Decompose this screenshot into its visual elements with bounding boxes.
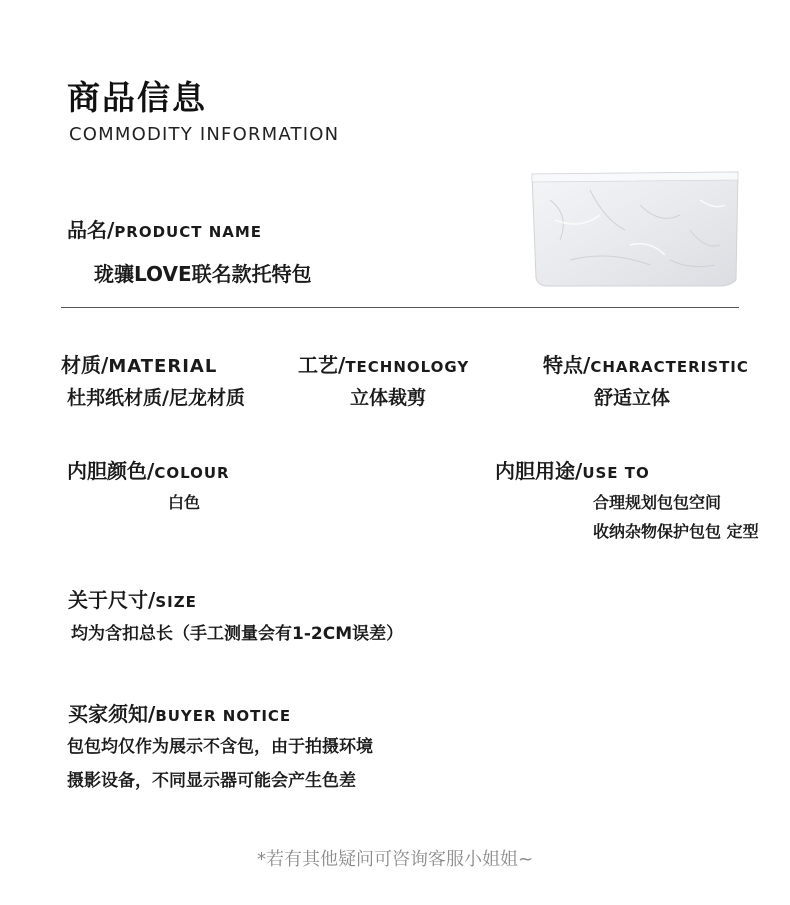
technology-label xyxy=(298,349,469,378)
footer-note: *若有其他疑问可咨询客服小姐姐~ xyxy=(256,849,534,870)
use-to-value-1: 合理规划包包空间 xyxy=(593,493,722,512)
technology-label-en: TECHNOLOGY xyxy=(345,358,470,376)
product-name-label-cn: 品名/ xyxy=(67,218,115,242)
size-value: 均为含扣总长（手工测量会有1-2CM误差） xyxy=(71,624,404,644)
size-label-cn: 关于尺寸/ xyxy=(68,588,156,612)
size-label xyxy=(68,584,197,613)
characteristic-label-cn: 特点/ xyxy=(543,353,591,377)
use-to-label xyxy=(495,455,650,484)
material-label-en: MATERIAL xyxy=(108,356,218,377)
buyer-notice-label-en: BUYER NOTICE xyxy=(155,707,292,725)
product-name-label-en: PRODUCT NAME xyxy=(114,223,263,241)
technology-value: 立体裁剪 xyxy=(350,387,427,409)
section-divider xyxy=(61,307,739,308)
product-name-value: 珑骧LOVE联名款托特包 xyxy=(94,262,312,286)
use-to-value-2: 收纳杂物保护包包 定型 xyxy=(593,522,759,541)
colour-label-en: COLOUR xyxy=(154,464,230,482)
buyer-notice-label xyxy=(68,698,291,727)
characteristic-label-en: CHARACTERISTIC xyxy=(590,358,749,376)
product-name-label xyxy=(67,214,262,243)
material-label-cn: 材质/ xyxy=(61,353,109,377)
buyer-notice-line-1: 包包均仅作为展示不含包，由于拍摄环境 xyxy=(67,737,373,757)
material-value: 杜邦纸材质/尼龙材质 xyxy=(67,387,245,409)
buyer-notice-label-cn: 买家须知/ xyxy=(68,702,156,726)
characteristic-value: 舒适立体 xyxy=(594,387,671,409)
page-subtitle: COMMODITY INFORMATION xyxy=(69,124,340,145)
use-to-label-cn: 内胆用途/ xyxy=(495,459,583,483)
page-title: 商品信息 xyxy=(67,78,207,117)
colour-label xyxy=(67,455,230,484)
characteristic-label xyxy=(543,349,749,378)
colour-label-cn: 内胆颜色/ xyxy=(67,459,155,483)
size-label-en: SIZE xyxy=(155,593,197,611)
colour-value: 白色 xyxy=(168,493,201,512)
use-to-label-en: USE TO xyxy=(582,464,650,482)
buyer-notice-line-2: 摄影设备，不同显示器可能会产生色差 xyxy=(67,771,356,791)
technology-label-cn: 工艺/ xyxy=(298,353,346,377)
product-image xyxy=(530,170,740,288)
material-label xyxy=(61,349,217,378)
